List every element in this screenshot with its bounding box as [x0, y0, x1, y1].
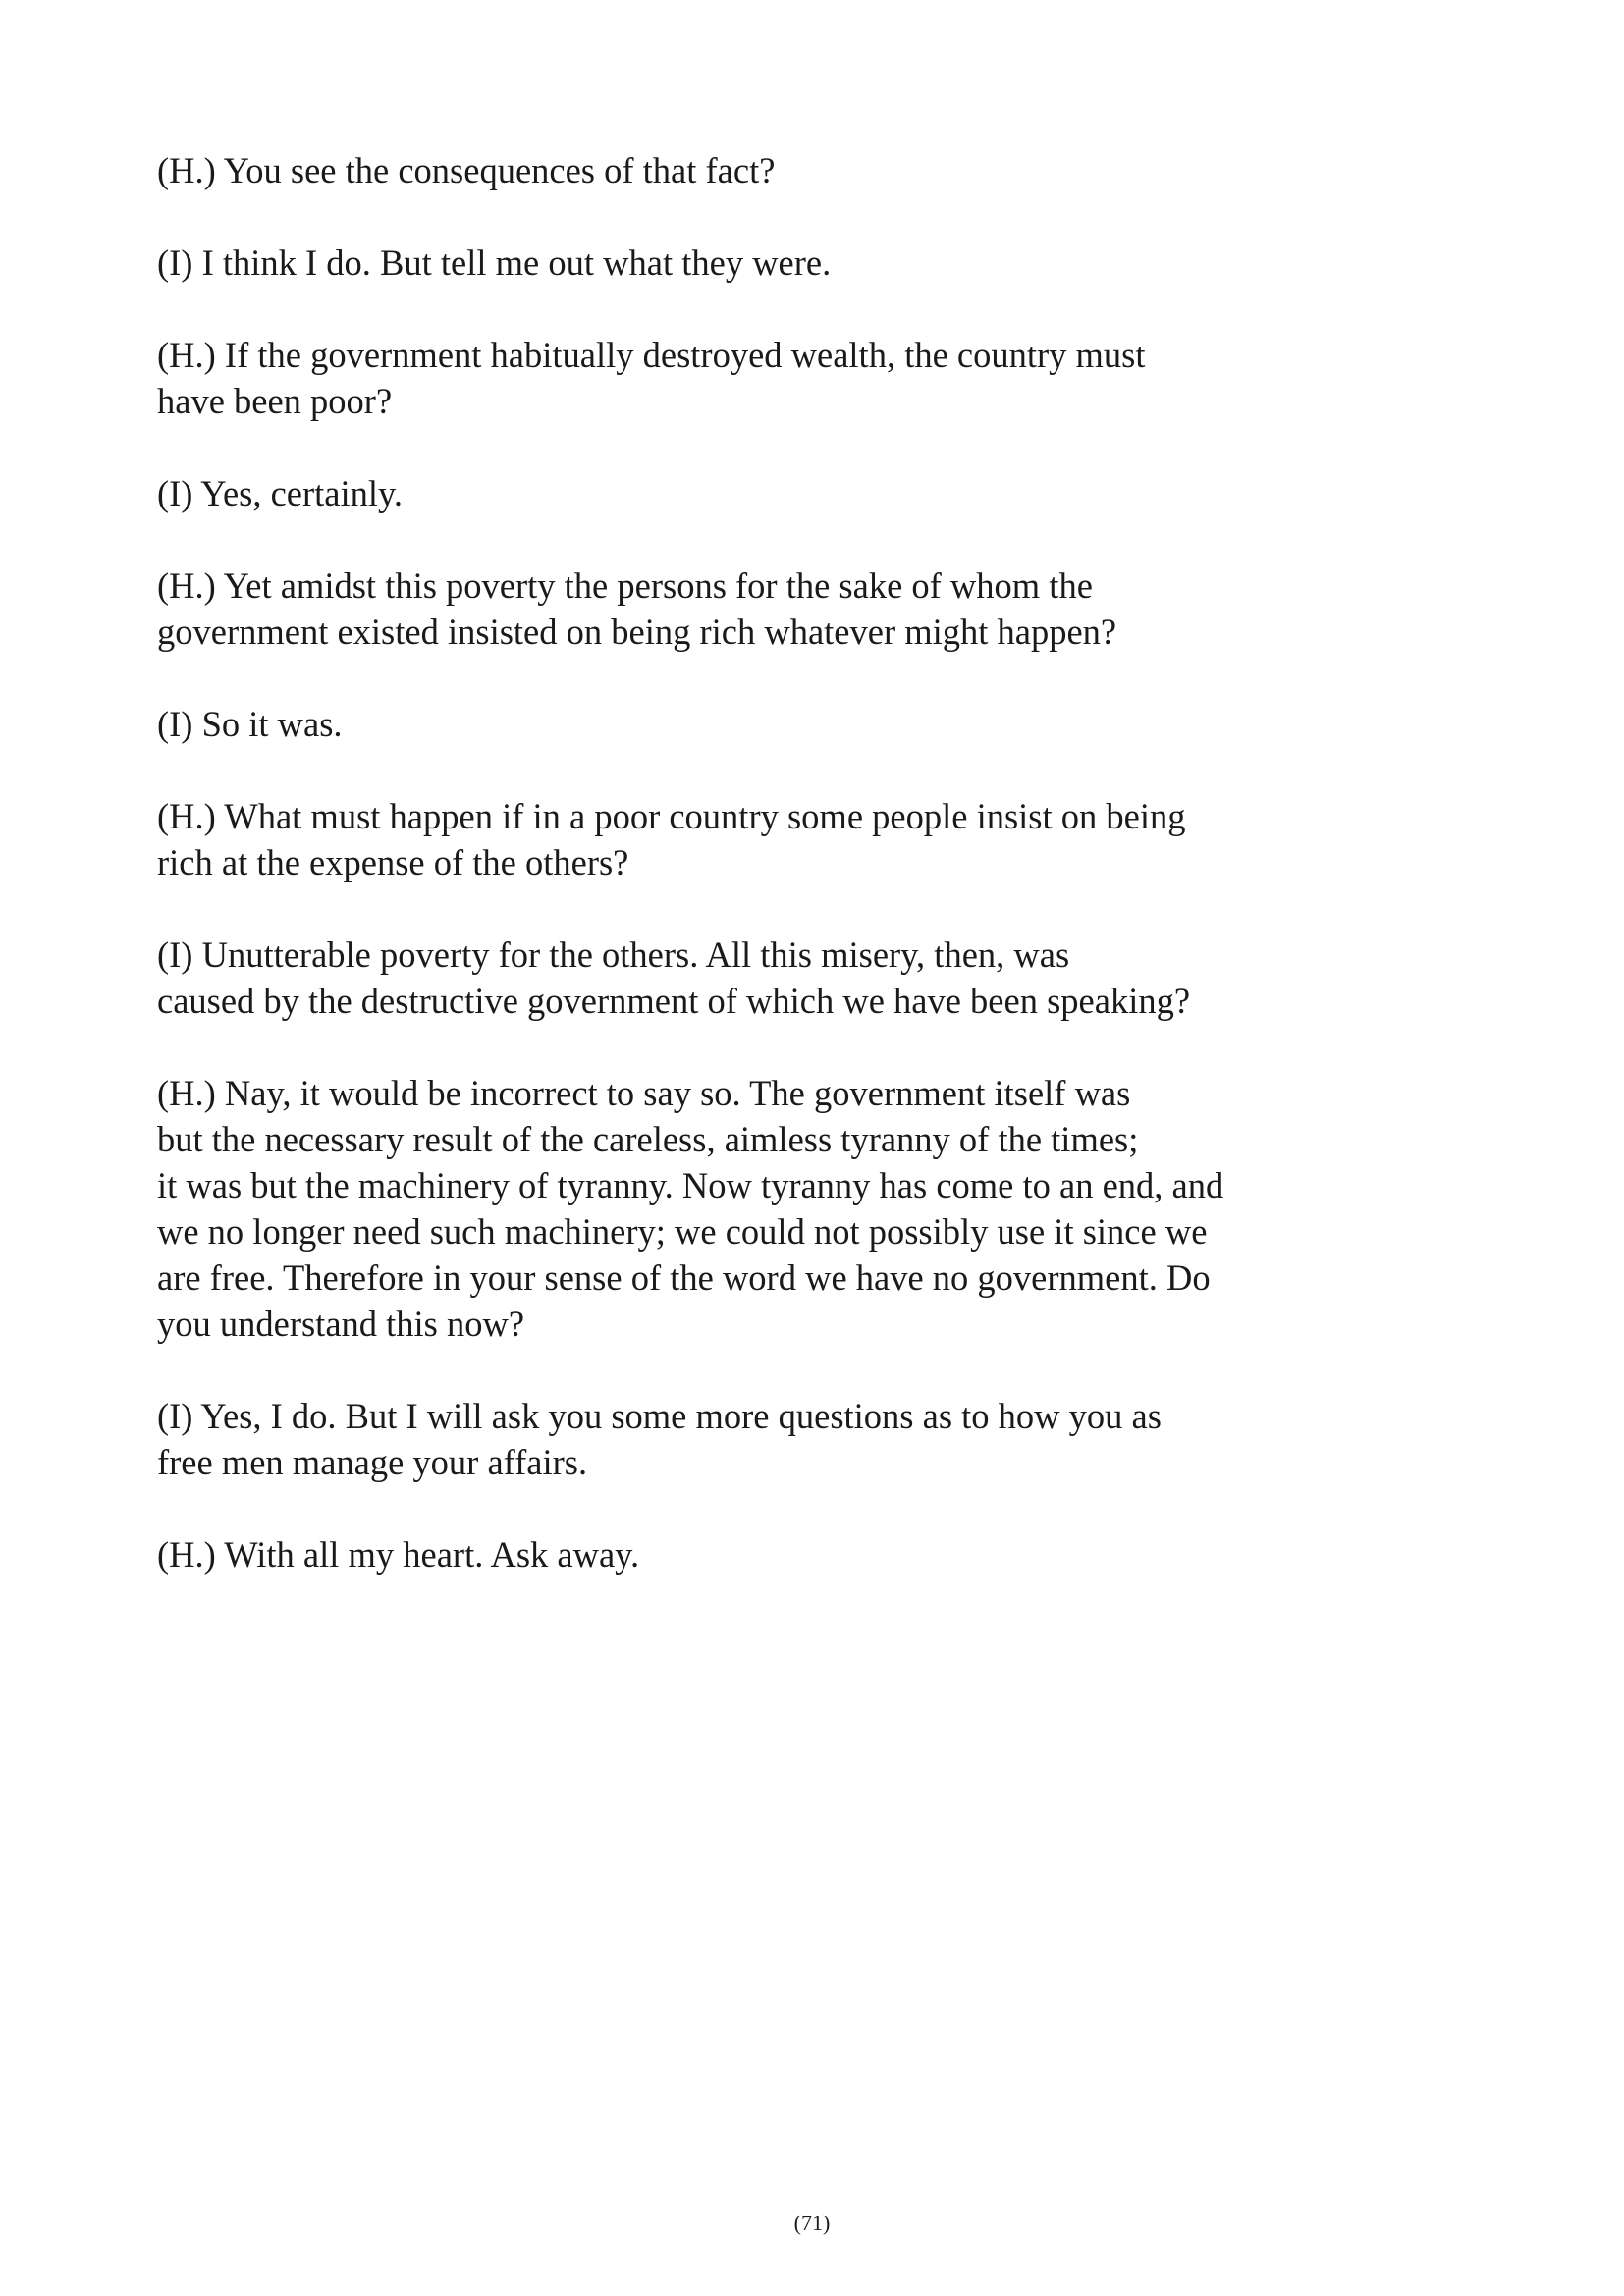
dialogue-paragraph: (H.) If the government habitually destroyed wealth, the country must have been poor?	[157, 335, 1146, 421]
dialogue-paragraph: (H.) Yet amidst this poverty the persons for the sake of whom the government existed insisted on being rich whatever might happen?	[157, 565, 1117, 652]
dialogue-paragraph: (H.) Nay, it would be incorrect to say so. The government itself was but the necessary result of the careless, aimless tyranny of the times; it was but the machinery of tyranny. Now tyranny has come to an end, and we no longer need such machinery; we could not possibly use it since we are free. Therefore in your sense of the word we have no government. Do you understand this now?	[157, 1073, 1224, 1344]
dialogue-paragraph: (I) Yes, I do. But I will ask you some more questions as to how you as free men manage your affairs.	[157, 1396, 1162, 1482]
page-number: (71)	[793, 2211, 831, 2235]
dialogue-paragraph: (I) So it was.	[157, 704, 343, 744]
dialogue-paragraph: (I) Yes, certainly.	[157, 473, 404, 513]
dialogue-paragraph: (I) Unutterable poverty for the others. All this misery, then, was caused by the destructive government of which we have been speaking?	[157, 934, 1191, 1021]
page-body	[157, 147, 1365, 1624]
dialogue-paragraph: (I) I think I do. But tell me out what they were.	[157, 242, 832, 283]
dialogue-paragraph: (H.) With all my heart. Ask away.	[157, 1534, 640, 1575]
dialogue-paragraph: (H.) You see the consequences of that fact?	[157, 150, 776, 190]
dialogue-paragraph: (H.) What must happen if in a poor country some people insist on being rich at the expense of the others?	[157, 796, 1186, 882]
